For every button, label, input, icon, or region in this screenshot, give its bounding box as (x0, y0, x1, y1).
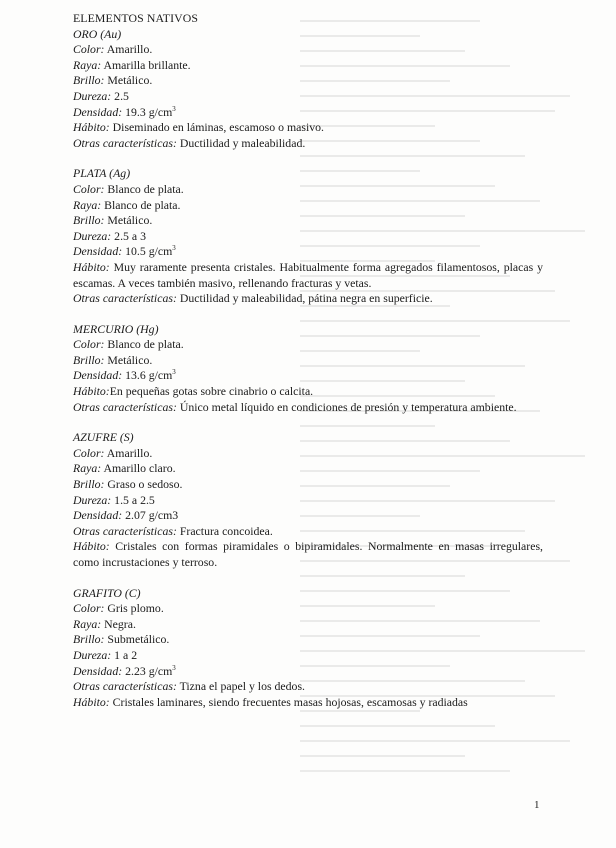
mineral-section (73, 586, 543, 711)
property-value: Metálico. (104, 73, 153, 88)
property-line (73, 89, 543, 105)
property-label: Dureza: (73, 492, 112, 507)
property-label: Raya: (73, 57, 102, 72)
property-value: Blanco de plata. (101, 197, 181, 212)
property-line (73, 73, 543, 89)
property-line (73, 664, 543, 680)
property-value: Cristales con formas piramidales o bipiramidales. Normalmente en masas irregulares, como incrustaciones y terroso. (73, 539, 543, 569)
property-value: 2.07 g/cm3 (122, 508, 179, 523)
mineral-heading: ORO (Au) (73, 26, 122, 41)
property-value: Único metal líquido en condiciones de presión y temperatura ambiente. (176, 399, 517, 414)
property-value: Tizna el papel y los dedos. (176, 679, 305, 694)
document-page (73, 11, 543, 710)
property-label: Brillo: (73, 213, 105, 228)
property-value: Fractura concoidea. (176, 523, 273, 538)
property-label: Densidad: (73, 663, 123, 678)
property-label: Brillo: (73, 352, 105, 367)
property-line (73, 539, 543, 570)
document-title: ELEMENTOS NATIVOS (73, 11, 199, 25)
property-line (73, 213, 543, 229)
property-label: Color: (73, 337, 105, 352)
property-label: Brillo: (73, 73, 105, 88)
property-label: Otras características: (73, 399, 177, 414)
property-value: 2.23 g/cm (122, 663, 173, 678)
property-line (73, 244, 543, 260)
property-label: Hábito: (73, 384, 110, 399)
page-number: 1 (534, 799, 540, 811)
property-value: 1.5 a 2.5 (111, 492, 155, 507)
property-line (73, 617, 543, 633)
property-value: 2.5 a 3 (111, 228, 146, 243)
property-value: 1 a 2 (111, 647, 138, 662)
property-label: Color: (73, 601, 105, 616)
property-line (73, 508, 543, 524)
property-line (73, 461, 543, 477)
property-label: Dureza: (73, 88, 112, 103)
property-value: Graso o sedoso. (104, 477, 183, 492)
property-value: Cristales laminares, siendo frecuentes masas hojosas, escamosas y radiadas (109, 694, 468, 709)
property-line (73, 42, 543, 58)
property-line (73, 477, 543, 493)
property-label: Hábito: (73, 694, 110, 709)
mineral-heading: AZUFRE (S) (73, 430, 134, 445)
property-label: Hábito: (73, 259, 110, 274)
property-value: 2.5 (111, 88, 129, 103)
property-line (73, 337, 543, 353)
property-label: Color: (73, 42, 105, 57)
property-value: Diseminado en láminas, escamoso o masivo. (109, 120, 324, 135)
property-value: Amarillo claro. (101, 461, 176, 476)
property-label: Otras características: (73, 679, 177, 694)
property-line (73, 353, 543, 369)
property-value: Metálico. (104, 352, 153, 367)
property-value: Amarillo. (104, 445, 153, 460)
property-value: Gris plomo. (104, 601, 164, 616)
property-line (73, 120, 543, 136)
property-value: 10.5 g/cm (122, 244, 173, 259)
property-line (73, 198, 543, 214)
sections-container (73, 27, 543, 711)
mineral-section (73, 322, 543, 416)
property-line (73, 105, 543, 121)
property-value: 13.6 g/cm (122, 368, 173, 383)
property-line (73, 695, 543, 711)
property-value: Metálico. (104, 213, 153, 228)
property-label: Densidad: (73, 104, 123, 119)
mineral-heading: MERCURIO (Hg) (73, 321, 159, 336)
mineral-heading: GRAFITO (C) (73, 585, 141, 600)
property-value: 19.3 g/cm (122, 104, 173, 119)
property-value: Amarilla brillante. (101, 57, 191, 72)
property-label: Hábito: (73, 120, 110, 135)
property-line (73, 679, 543, 695)
property-line (73, 291, 543, 307)
property-line (73, 493, 543, 509)
property-label: Densidad: (73, 368, 123, 383)
property-line (73, 182, 543, 198)
property-label: Raya: (73, 461, 102, 476)
property-label: Hábito: (73, 539, 110, 554)
mineral-section (73, 430, 543, 570)
unit-exponent: 3 (172, 104, 176, 113)
property-line (73, 229, 543, 245)
property-label: Color: (73, 445, 105, 460)
property-label: Dureza: (73, 647, 112, 662)
property-label: Otras características: (73, 291, 177, 306)
property-value: Submetálico. (104, 632, 170, 647)
property-line (73, 632, 543, 648)
property-line (73, 446, 543, 462)
property-label: Otras características: (73, 523, 177, 538)
property-label: Raya: (73, 616, 102, 631)
property-value: Blanco de plata. (104, 337, 184, 352)
property-value: Ductilidad y maleabilidad. (176, 135, 306, 150)
property-label: Densidad: (73, 244, 123, 259)
property-value: Amarillo. (104, 42, 153, 57)
property-value: En pequeñas gotas sobre cinabrio o calcita. (109, 384, 314, 399)
property-label: Brillo: (73, 632, 105, 647)
property-line (73, 524, 543, 540)
unit-exponent: 3 (172, 368, 176, 377)
mineral-heading: PLATA (Ag) (73, 166, 131, 181)
property-label: Densidad: (73, 508, 123, 523)
property-label: Brillo: (73, 477, 105, 492)
property-line (73, 601, 543, 617)
unit-exponent: 3 (172, 663, 176, 672)
property-line (73, 136, 543, 152)
property-line (73, 58, 543, 74)
unit-exponent: 3 (172, 244, 176, 253)
property-line (73, 400, 543, 416)
property-line (73, 384, 543, 400)
property-value: Ductilidad y maleabilidad, pátina negra en superficie. (176, 291, 433, 306)
property-label: Otras características: (73, 135, 177, 150)
property-value: Negra. (101, 616, 136, 631)
property-value: Blanco de plata. (104, 181, 184, 196)
property-line (73, 648, 543, 664)
property-label: Color: (73, 181, 105, 196)
property-line (73, 368, 543, 384)
property-value: Muy raramente presenta cristales. Habitualmente forma agregados filamentosos, placas y escamas. A veces también masivo, rellenando fracturas y vetas. (73, 259, 543, 290)
property-line (73, 260, 543, 291)
mineral-section (73, 27, 543, 152)
mineral-section (73, 166, 543, 306)
property-label: Raya: (73, 197, 102, 212)
property-label: Dureza: (73, 228, 112, 243)
